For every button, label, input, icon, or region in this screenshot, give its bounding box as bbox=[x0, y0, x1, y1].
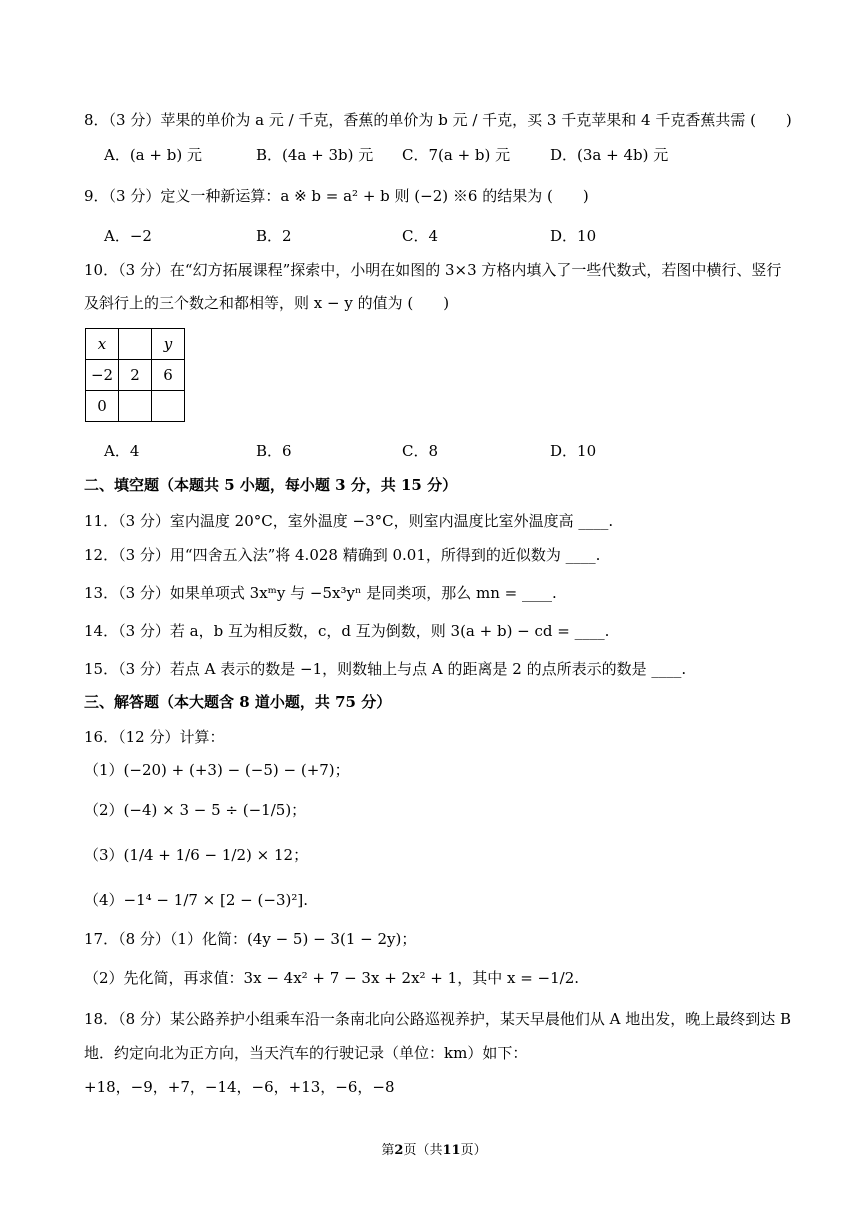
q10-option-a[interactable]: A．4 bbox=[104, 442, 140, 460]
q18-line1: 18．（8 分）某公路养护小组乘车沿一条南北向公路巡视养护，某天早晨他们从 A 地出发，晚上最终到达 B bbox=[84, 1010, 792, 1028]
section3-heading: 三、解答题（本大题含 8 道小题，共 75 分） bbox=[84, 693, 392, 711]
q9-stem: 9．（3 分）定义一种新运算：a ※ b = a² + b 则 (−2) ※6 的结果为 ( ) bbox=[84, 187, 589, 205]
q17-part1: 17．（8 分）（1）化简：(4y − 5) − 3(1 − 2y)； bbox=[84, 930, 417, 948]
grid-cell bbox=[119, 329, 152, 360]
grid-cell: 2 bbox=[119, 360, 152, 391]
q16-part1: （1）(−20) + (+3) − (−5) − (+7)； bbox=[84, 761, 350, 779]
q16-stem: 16．（12 分）计算： bbox=[84, 728, 225, 746]
q17-part2: （2）先化简，再求值：3x − 4x² + 7 − 3x + 2x² + 1，其中 x = −1/2. bbox=[84, 969, 580, 987]
q10-option-d[interactable]: D．10 bbox=[550, 442, 597, 460]
q8-option-c[interactable]: C．7(a + b) 元 bbox=[402, 146, 511, 164]
q9-option-d[interactable]: D．10 bbox=[550, 227, 597, 245]
q8-option-a[interactable]: A．(a + b) 元 bbox=[104, 146, 202, 164]
grid-cell: x bbox=[86, 329, 119, 360]
q8-option-b[interactable]: B．(4a + 3b) 元 bbox=[256, 146, 374, 164]
footer-mid: 页（共 bbox=[403, 1143, 443, 1158]
grid-cell: 0 bbox=[86, 391, 119, 422]
section2-heading: 二、填空题（本题共 5 小题，每小题 3 分，共 15 分） bbox=[84, 476, 458, 494]
footer-total-pages: 11 bbox=[442, 1143, 461, 1158]
grid-cell bbox=[119, 391, 152, 422]
q9-option-b[interactable]: B．2 bbox=[256, 227, 292, 245]
q9-option-c[interactable]: C．4 bbox=[402, 227, 439, 245]
q14: 14．（3 分）若 a，b 互为相反数，c，d 互为倒数，则 3(a + b) − cd = ____. bbox=[84, 622, 610, 640]
page-footer bbox=[0, 1139, 868, 1158]
q9-option-a[interactable]: A．−2 bbox=[104, 227, 152, 245]
q8-option-d[interactable]: D．(3a + 4b) 元 bbox=[550, 146, 669, 164]
q16-part3: （3）(1/4 + 1/6 − 1/2) × 12； bbox=[84, 846, 309, 864]
footer-page-number: 2 bbox=[394, 1143, 404, 1158]
q16-part4: （4）−1⁴ − 1/7 × [2 − (−3)²]. bbox=[84, 891, 308, 909]
q8-stem: 8．（3 分）苹果的单价为 a 元 / 千克，香蕉的单价为 b 元 / 千克，买 3 千克苹果和 4 千克香蕉共需 ( ) bbox=[84, 111, 792, 129]
q10-option-b[interactable]: B．6 bbox=[256, 442, 292, 460]
q10-stem-line2: 及斜行上的三个数之和都相等，则 x − y 的值为 ( ) bbox=[84, 294, 450, 312]
grid-cell bbox=[152, 391, 185, 422]
footer-prefix: 第 bbox=[381, 1143, 395, 1158]
footer-suffix: 页） bbox=[460, 1143, 487, 1158]
q18-records: +18，−9，+7，−14，−6，+13，−6，−8 bbox=[84, 1078, 395, 1096]
grid-cell: −2 bbox=[86, 360, 119, 391]
q18-line2: 地．约定向北为正方向，当天汽车的行驶记录（单位：km）如下： bbox=[84, 1044, 528, 1062]
q13: 13．（3 分）如果单项式 3xᵐy 与 −5x³yⁿ 是同类项，那么 mn = ____. bbox=[84, 584, 557, 602]
grid-cell: y bbox=[152, 329, 185, 360]
q11: 11．（3 分）室内温度 20°C，室外温度 −3°C，则室内温度比室外温度高 ____. bbox=[84, 512, 614, 530]
q15: 15．（3 分）若点 A 表示的数是 −1，则数轴上与点 A 的距离是 2 的点所表示的数是 ____. bbox=[84, 660, 687, 678]
magic-square-grid bbox=[85, 328, 185, 422]
q10-option-c[interactable]: C．8 bbox=[402, 442, 439, 460]
q16-part2: （2）(−4) × 3 − 5 ÷ (−1/5)； bbox=[84, 801, 307, 819]
grid-cell: 6 bbox=[152, 360, 185, 391]
q12: 12．（3 分）用“四舍五入法”将 4.028 精确到 0.01，所得到的近似数为 ____. bbox=[84, 546, 601, 564]
q10-stem-line1: 10．（3 分）在“幻方拓展课程”探索中，小明在如图的 3×3 方格内填入了一些代数式，若图中横行、竖行 bbox=[84, 261, 782, 279]
